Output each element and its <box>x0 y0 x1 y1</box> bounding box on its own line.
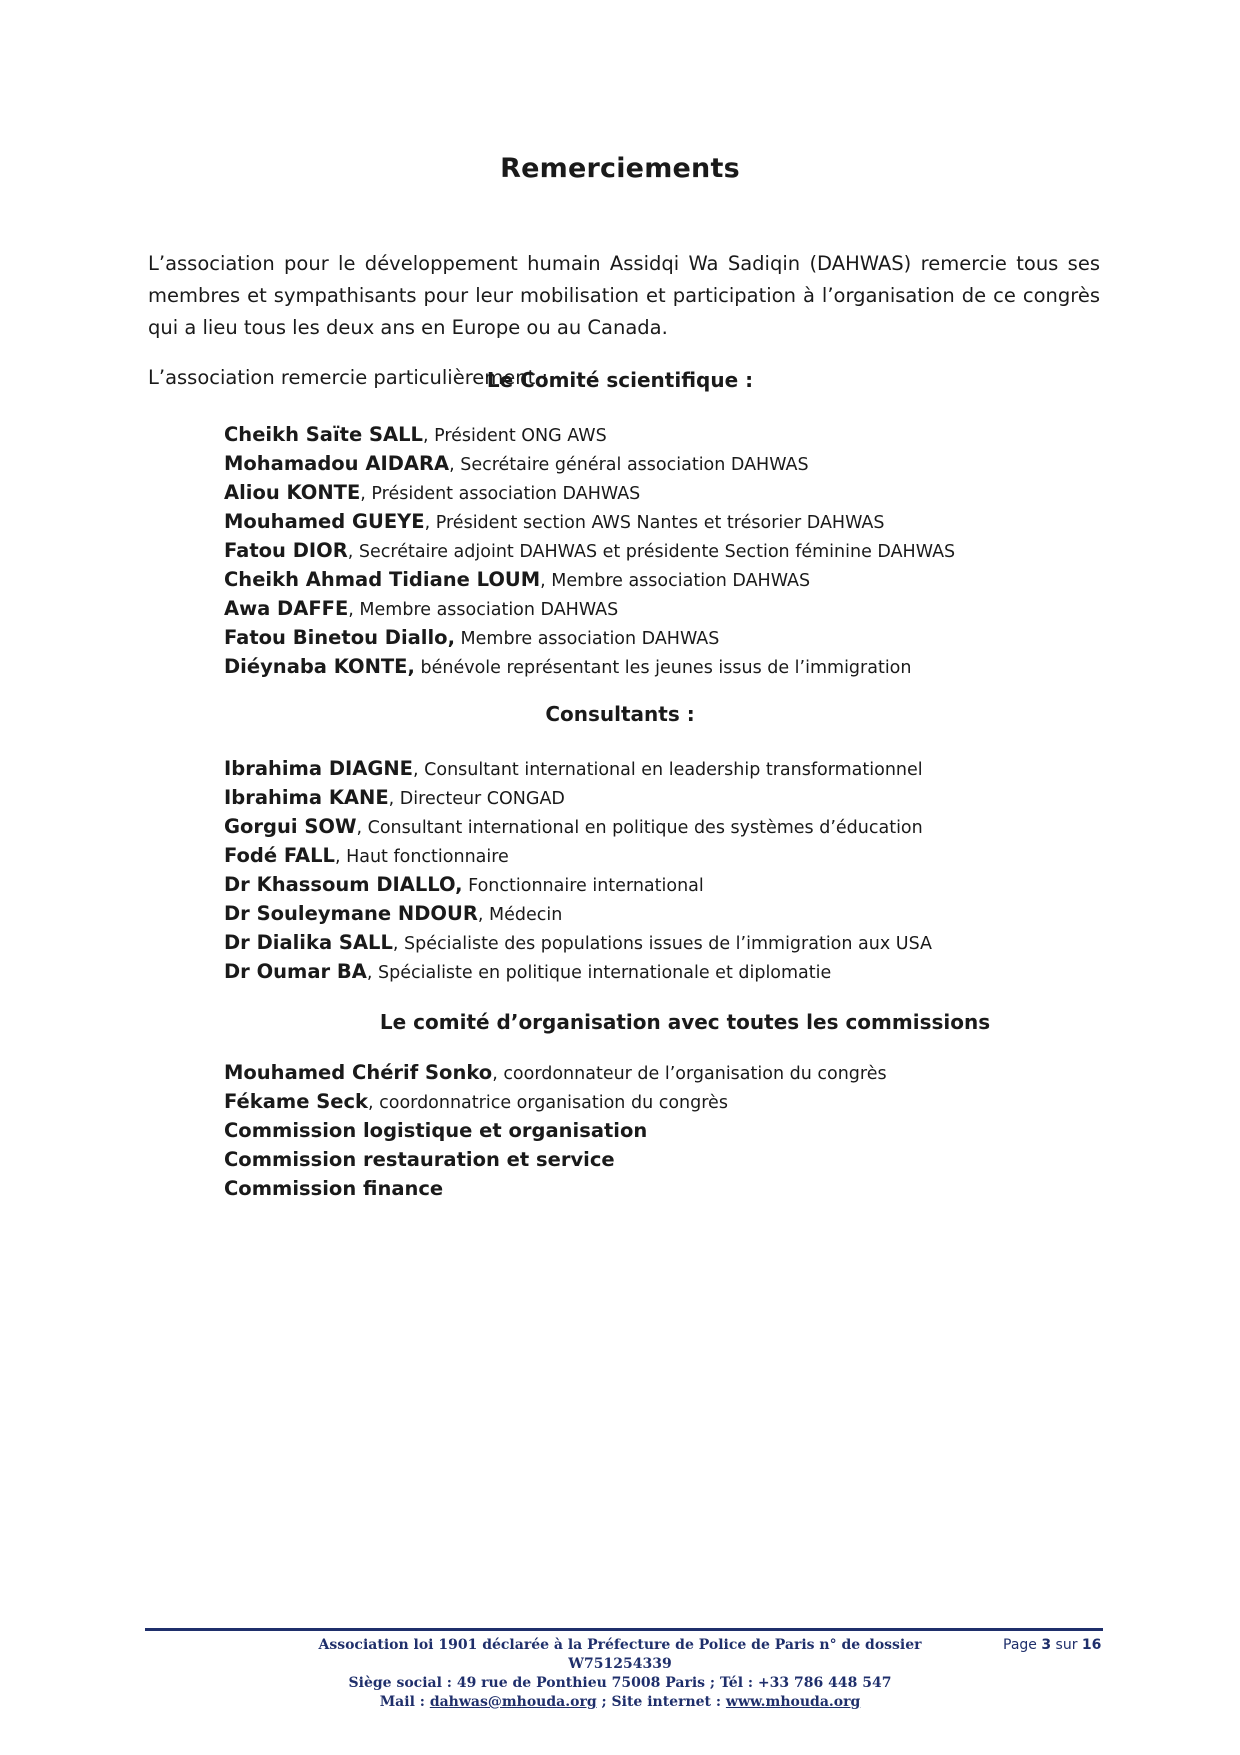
member-name: Dr Dialika SALL <box>224 931 393 954</box>
list-item <box>224 479 955 508</box>
member-name: Mouhamed GUEYE <box>224 510 425 533</box>
list-item <box>224 1088 887 1117</box>
list-item <box>224 958 932 987</box>
footer-contact <box>290 1693 950 1712</box>
member-role: , Président section AWS Nantes et trésorier DAHWAS <box>424 513 885 533</box>
member-name: Mohamadou AIDARA <box>224 452 450 475</box>
list-item <box>224 508 955 537</box>
member-name: Cheikh Ahmad Tidiane LOUM <box>224 568 541 591</box>
page-total: 16 <box>1081 1637 1102 1653</box>
member-role: Membre association DAHWAS <box>454 629 720 649</box>
list-item <box>224 929 932 958</box>
member-role: , Secrétaire adjoint DAHWAS et présidente Section féminine DAHWAS <box>347 542 956 562</box>
member-name: Mouhamed Chérif Sonko <box>224 1061 493 1084</box>
list-item <box>224 537 955 566</box>
page-current: 3 <box>1041 1637 1052 1653</box>
list-item <box>224 1175 887 1204</box>
list-item <box>224 842 932 871</box>
member-name: Fékame Seck <box>224 1090 369 1113</box>
member-role: Fonctionnaire international <box>462 876 704 896</box>
member-role: , Membre association DAHWAS <box>348 600 619 620</box>
member-role: , Président ONG AWS <box>422 426 607 446</box>
lead-paragraph: L’association remercie particulièrement : <box>148 366 549 389</box>
list-item <box>224 450 955 479</box>
member-role: , Consultant international en leadership transformationnel <box>413 760 923 780</box>
member-role: , Spécialiste en politique internationale et diplomatie <box>366 963 832 983</box>
member-role: , coordonnateur de l’organisation du congrès <box>492 1064 887 1084</box>
scientific-committee-heading: Le Comité scientifique : <box>486 368 754 392</box>
scientific-committee-list <box>224 421 955 682</box>
member-role: , Président association DAHWAS <box>360 484 641 504</box>
member-name: Commission finance <box>224 1177 444 1200</box>
list-item <box>224 1146 887 1175</box>
list-item <box>224 784 932 813</box>
member-name: Cheikh Saïte SALL <box>224 423 423 446</box>
member-role: , Consultant international en politique des systèmes d’éducation <box>356 818 923 838</box>
member-name: Dr Souleymane NDOUR <box>224 902 478 925</box>
member-role: bénévole représentant les jeunes issus de l’immigration <box>414 658 912 678</box>
consultants-heading: Consultants : <box>545 702 695 726</box>
member-name: Ibrahima DIAGNE <box>224 757 414 780</box>
list-item <box>224 624 955 653</box>
footer-mail-link[interactable]: dahwas@mhouda.org <box>429 1694 597 1710</box>
organisation-committee-list <box>224 1059 887 1204</box>
list-item <box>224 653 955 682</box>
list-item <box>224 1117 887 1146</box>
member-role: , Directeur CONGAD <box>388 789 565 809</box>
footer-address: Siège social : 49 rue de Ponthieu 75008 Paris ; Tél : +33 786 448 547 <box>348 1675 892 1691</box>
list-item <box>224 1059 887 1088</box>
list-item <box>224 871 932 900</box>
member-name: Ibrahima KANE <box>224 786 389 809</box>
member-role: , coordonnatrice organisation du congrès <box>368 1093 728 1113</box>
member-name: Dr Khassoum DIALLO, <box>224 873 463 896</box>
member-role: , Haut fonctionnaire <box>334 847 509 867</box>
footer <box>290 1636 950 1712</box>
list-item <box>224 755 932 784</box>
member-role: , Spécialiste des populations issues de l’immigration aux USA <box>392 934 932 954</box>
footer-divider <box>145 1628 1103 1631</box>
list-item <box>224 813 932 842</box>
footer-site-label: ; Site internet : <box>596 1694 726 1710</box>
list-item <box>224 595 955 624</box>
page-separator: sur <box>1051 1637 1082 1653</box>
consultants-list <box>224 755 932 987</box>
page-title: Remerciements <box>500 153 740 184</box>
member-role: , Membre association DAHWAS <box>540 571 811 591</box>
member-role: , Secrétaire général association DAHWAS <box>449 455 809 475</box>
member-name: Fatou DIOR <box>224 539 348 562</box>
organisation-committee-heading: Le comité d’organisation avec toutes les commissions <box>379 1010 991 1034</box>
page-label: Page <box>1003 1637 1042 1653</box>
footer-mail-label: Mail : <box>379 1694 430 1710</box>
member-name: Gorgui SOW <box>224 815 357 838</box>
page-number <box>1003 1636 1101 1655</box>
list-item <box>224 421 955 450</box>
member-name: Commission logistique et organisation <box>224 1119 648 1142</box>
member-name: Dr Oumar BA <box>224 960 367 983</box>
footer-registration: Association loi 1901 déclarée à la Préfecture de Police de Paris n° de dossier W751254339 <box>318 1637 922 1672</box>
member-name: Aliou KONTE <box>224 481 361 504</box>
member-name: Fodé FALL <box>224 844 335 867</box>
member-role: , Médecin <box>477 905 563 925</box>
intro-paragraph: L’association pour le développement humain Assidqi Wa Sadiqin (DAHWAS) remercie tous ses membres et sympathisants pour leur mobilisation et participation à l’organisation de ce congrès qui a lieu tous les deux ans en Europe ou au Canada. <box>148 252 1100 339</box>
list-item <box>224 900 932 929</box>
footer-site-link[interactable]: www.mhouda.org <box>725 1694 861 1710</box>
member-name: Diéynaba KONTE, <box>224 655 415 678</box>
member-name: Commission restauration et service <box>224 1148 615 1171</box>
member-name: Fatou Binetou Diallo, <box>224 626 455 649</box>
list-item <box>224 566 955 595</box>
member-name: Awa DAFFE <box>224 597 349 620</box>
